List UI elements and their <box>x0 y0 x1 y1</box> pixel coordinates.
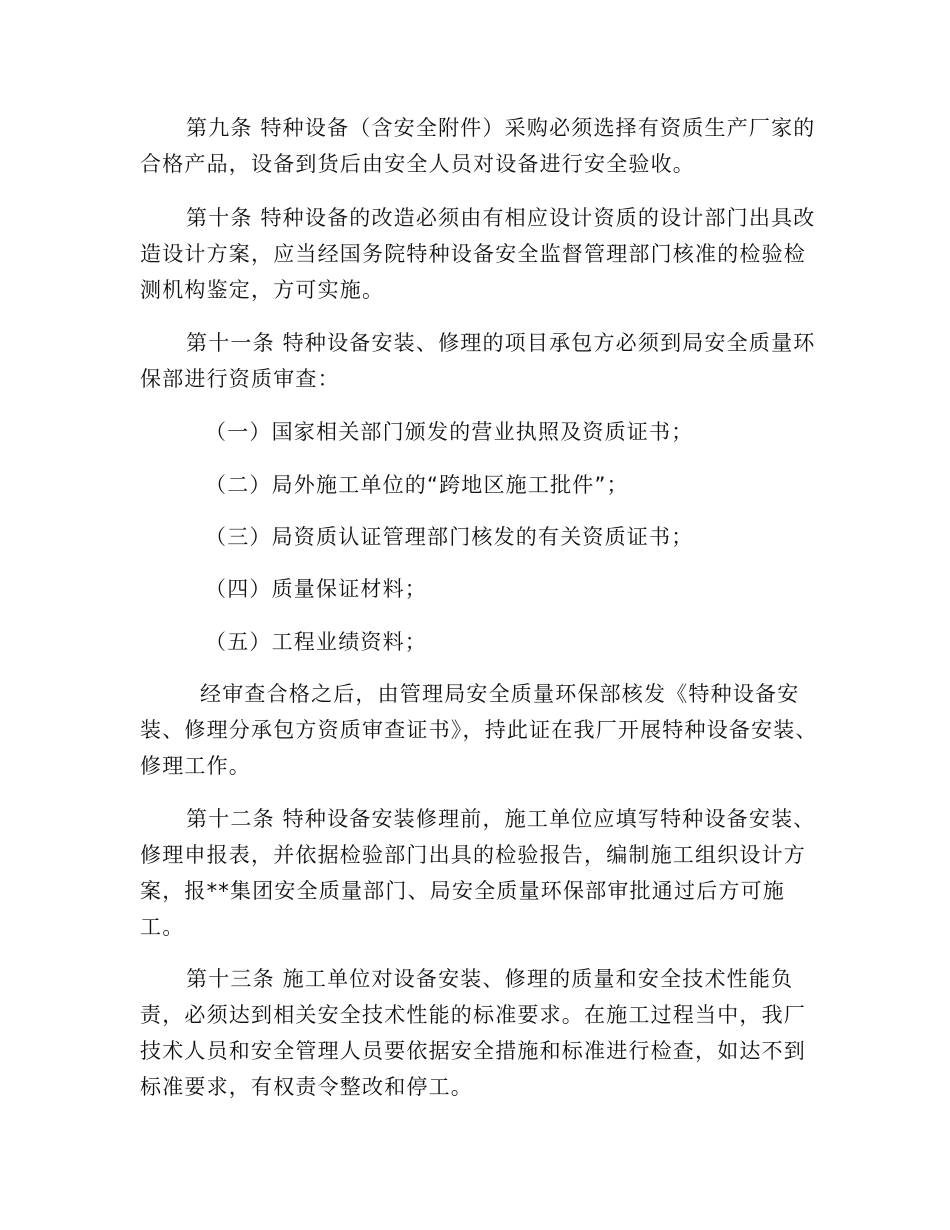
list-item-4: （四）质量保证材料； <box>205 577 427 601</box>
article-13-paragraph: 第十三条 施工单位对设备安装、修理的质量和安全技术性能负责，必须达到相关安全技术性能的标准要求。在施工过程当中，我厂技术人员和安全管理人员要依据安全措施和标准进行检查，如达不到标准要求，有权责令整改和停工。 <box>140 967 806 1099</box>
article-9-paragraph: 第九条 特种设备（含安全附件）采购必须选择有资质生产厂家的合格产品，设备到货后由安全人员对设备进行安全验收。 <box>140 116 816 176</box>
list-item-5: （五）工程业绩资料； <box>205 630 427 654</box>
article-12-paragraph: 第十二条 特种设备安装修理前，施工单位应填写特种设备安装、修理申报表，并依据检验部门出具的检验报告，编制施工组织设计方案，报**集团安全质量部门、局安全质量环保部审批通过后方可施工。 <box>140 807 816 939</box>
list-item-1: （一）国家相关部门颁发的营业执照及资质证书； <box>205 420 694 444</box>
article-10-paragraph: 第十条 特种设备的改造必须由有相应设计资质的设计部门出具改造设计方案，应当经国务院特种设备安全监督管理部门核准的检验检测机构鉴定，方可实施。 <box>140 206 816 302</box>
review-result-paragraph: 经审查合格之后，由管理局安全质量环保部核发《特种设备安装、修理分承包方资质审查证书》，持此证在我厂开展特种设备安装、修理工作。 <box>140 682 818 778</box>
list-item-2: （二）局外施工单位的“跨地区施工批件”； <box>205 473 629 497</box>
list-item-3: （三）局资质认证管理部门核发的有关资质证书； <box>205 525 694 549</box>
article-11-paragraph: 第十一条 特种设备安装、修理的项目承包方必须到局安全质量环保部进行资质审查： <box>140 331 816 391</box>
